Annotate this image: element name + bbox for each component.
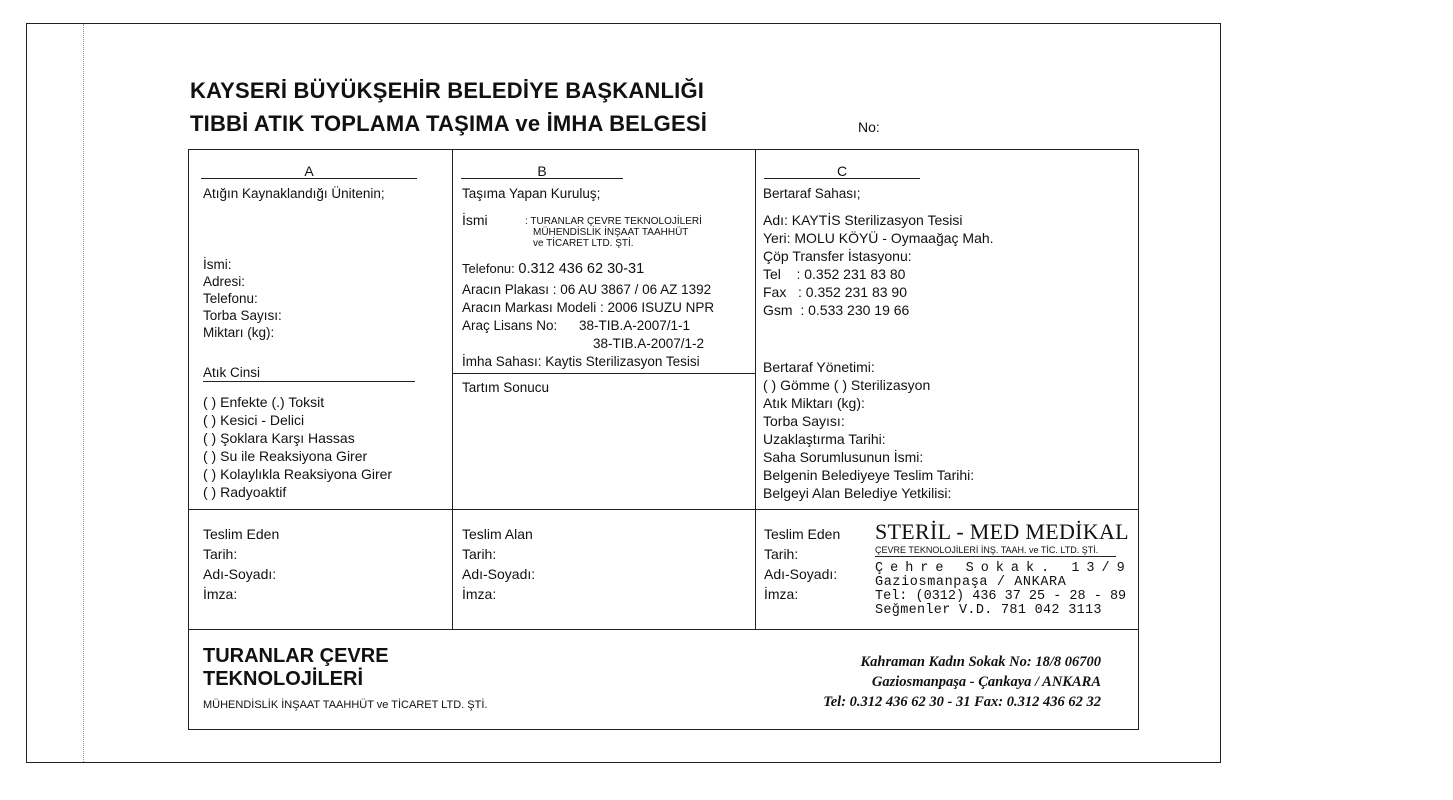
carrier-title: Taşıma Yapan Kuruluş; <box>462 186 601 201</box>
waste-type-option: ( ) Kolaylıkla Reaksiyona Girer <box>203 466 393 482</box>
license-number-1: 38-TIB.A-2007/1-1 <box>579 318 691 333</box>
stamp-phone: Tel: (0312) 436 37 25 - 28 - 89 <box>875 589 1127 604</box>
license-label: Araç Lisans No: <box>462 318 558 333</box>
footer-company-line1: TURANLAR ÇEVRE <box>203 645 389 667</box>
waste-type-option: ( ) Kesici - Delici <box>203 412 305 428</box>
disposal-site-gsm: Gsm : 0.533 230 19 66 <box>763 302 910 318</box>
source-field: Torba Sayısı: <box>203 308 282 323</box>
divider-signatures <box>189 509 1138 510</box>
source-field: Telefonu: <box>203 291 258 306</box>
waste-type-option: ( ) Radyoaktif <box>203 484 287 500</box>
vehicle-model: Aracın Markası Modeli : 2006 ISUZU NPR <box>462 300 715 315</box>
document-number-label: No: <box>858 119 880 135</box>
disposal-site-tel: Tel : 0.352 231 83 80 <box>763 266 906 282</box>
footer-company-line2: TEKNOLOJİLERİ <box>203 668 364 690</box>
management-line: Bertaraf Yönetimi: <box>763 359 875 375</box>
stamp-tax-office: Seğmenler V.D. 781 042 3113 <box>875 603 1102 618</box>
carrier-phone-label: Telefonu: <box>462 261 515 276</box>
signature-line: Adı-Soyadı: <box>764 566 838 582</box>
source-field: Miktarı (kg): <box>203 325 275 340</box>
signature-line: Teslim Alan <box>462 526 533 542</box>
waste-type-list <box>203 393 392 501</box>
signature-line: Adı-Soyadı: <box>462 566 536 582</box>
carrier-name-line: MÜHENDİSLİK İNŞAAT TAAHHÜT <box>533 227 689 238</box>
signature-line: Teslim Eden <box>764 526 841 542</box>
license-number-2: 38-TIB.A-2007/1-2 <box>593 336 705 351</box>
header-title-line1: KAYSERİ BÜYÜKŞEHİR BELEDİYE BAŞKANLIĞI <box>190 78 705 103</box>
divider-footer <box>189 629 1138 630</box>
header-title-line2: TIBBİ ATIK TOPLAMA TAŞIMA ve İMHA BELGESİ <box>190 111 708 136</box>
column-a-heading: A <box>201 164 417 179</box>
perforation-line <box>83 24 84 762</box>
footer-company-subtitle: MÜHENDİSLİK İNŞAAT TAAHHÜT ve TİCARET LTD. ŞTİ. <box>203 699 488 711</box>
disposal-site-title: Bertaraf Sahası; <box>763 186 861 201</box>
waste-type-option: ( ) Enfekte (.) Toksit <box>203 394 325 410</box>
footer-address <box>823 652 1101 712</box>
management-line: Torba Sayısı: <box>763 413 845 429</box>
signature-line: İmza: <box>203 586 238 602</box>
source-unit-title: Atığın Kaynaklandığı Ünitenin; <box>203 186 385 201</box>
stamp-subtitle: ÇEVRE TEKNOLOJİLERİ İNŞ. TAAH. ve TİC. LTD. ŞTİ. <box>875 545 1116 557</box>
signature-line: Tarih: <box>764 546 799 562</box>
source-field: Adresi: <box>203 274 246 289</box>
signature-line: İmza: <box>462 586 497 602</box>
carrier-name-value <box>525 216 702 249</box>
carrier-name-line: ve TİCARET LTD. ŞTİ. <box>533 238 634 249</box>
divider-b-weighing <box>452 373 755 374</box>
carrier-phone-value: 0.312 436 62 30-31 <box>518 261 645 277</box>
management-line: ( ) Gömme ( ) Sterilizasyon <box>763 377 931 393</box>
management-line: Uzaklaştırma Tarihi: <box>763 431 886 447</box>
disposal-site-line: Adı: KAYTİS Sterilizasyon Tesisi <box>763 212 963 228</box>
footer-address-line3: Tel: 0.312 436 62 30 - 31 Fax: 0.312 436 62 32 <box>823 694 1101 710</box>
footer-address-line2: Gaziosmanpaşa - Çankaya / ANKARA <box>871 674 1101 690</box>
divider-bc <box>755 150 756 630</box>
signature-block-a <box>203 524 279 604</box>
disposal-site: İmha Sahası: Kaytis Sterilizasyon Tesisi <box>462 354 700 369</box>
column-c-heading: C <box>764 164 920 179</box>
divider-ab <box>452 150 453 630</box>
source-fields <box>203 256 282 341</box>
stamp-title: STERİL - MED MEDİKAL <box>875 519 1129 544</box>
vehicle-plate: Aracın Plakası : 06 AU 3867 / 06 AZ 1392 <box>462 282 712 297</box>
carrier-phone <box>462 261 644 277</box>
management-line: Belgenin Belediyeye Teslim Tarihi: <box>763 467 975 483</box>
weighing-result-title: Tartım Sonucu <box>462 380 550 395</box>
signature-line: Adı-Soyadı: <box>203 566 277 582</box>
signature-line: Teslim Eden <box>203 526 280 542</box>
signature-line: Tarih: <box>462 546 497 562</box>
signature-line: İmza: <box>764 586 799 602</box>
disposal-site-fax: Fax : 0.352 231 83 90 <box>763 284 907 300</box>
footer-address-line1: Kahraman Kadın Sokak No: 18/8 06700 <box>860 654 1101 670</box>
disposal-site-info <box>763 211 994 319</box>
disposal-site-line: Çöp Transfer İstasyonu: <box>763 248 912 264</box>
stamp-street: Çehre Sokak. 13/9 <box>875 561 1132 576</box>
waste-type-option: ( ) Su ile Reaksiyona Girer <box>203 448 368 464</box>
form-table <box>188 149 1139 730</box>
disposal-management <box>763 358 974 502</box>
disposal-site-line: Yeri: MOLU KÖYÜ - Oymaağaç Mah. <box>763 230 994 246</box>
signature-line: Tarih: <box>203 546 238 562</box>
management-line: Belgeyi Alan Belediye Yetkilisi: <box>763 485 952 501</box>
signature-block-b <box>462 524 535 604</box>
carrier-name-label: İsmi <box>462 212 488 228</box>
management-line: Saha Sorumlusunun İsmi: <box>763 449 924 465</box>
source-field: İsmi: <box>203 257 232 272</box>
waste-type-title: Atık Cinsi <box>203 364 415 382</box>
company-stamp <box>875 519 1132 618</box>
carrier-name-line: : TURANLAR ÇEVRE TEKNOLOJİLERİ <box>525 216 702 227</box>
waste-type-option: ( ) Şoklara Karşı Hassas <box>203 430 355 446</box>
management-line: Atık Miktarı (kg): <box>763 395 865 411</box>
stamp-district: Gaziosmanpaşa / ANKARA <box>875 575 1067 590</box>
column-b-heading: B <box>461 164 623 179</box>
signature-block-c <box>764 524 840 604</box>
